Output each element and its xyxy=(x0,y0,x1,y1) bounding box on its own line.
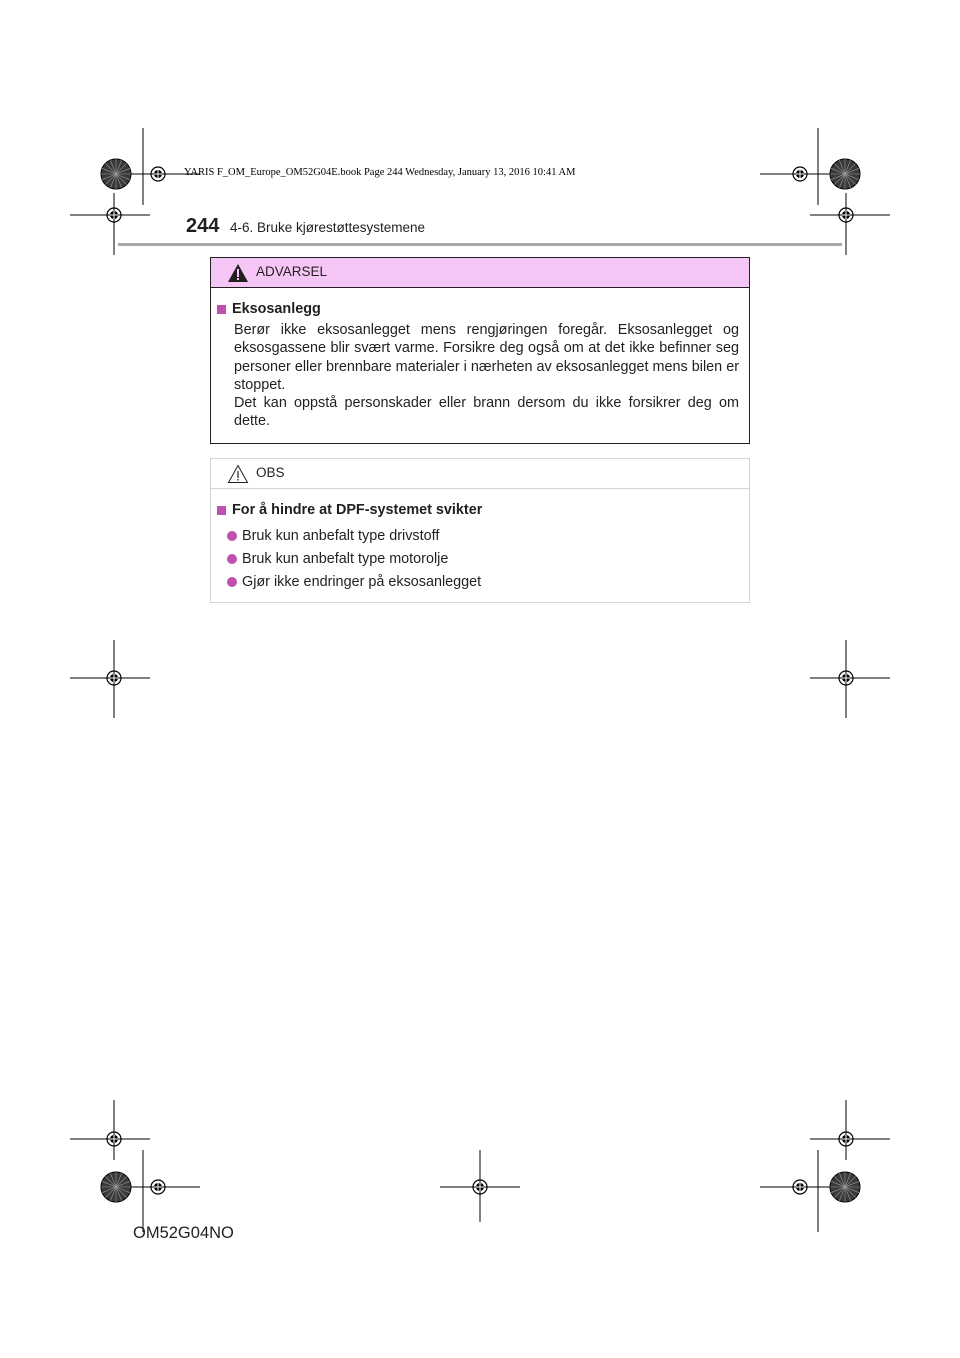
notice-body xyxy=(211,489,749,593)
circle-bullet-icon xyxy=(227,531,237,541)
footer-code: OM52G04NO xyxy=(133,1224,234,1242)
warning-paragraph: Berør ikke eksosanlegget mens rengjøringen foregår. Eksosanlegget og eksosgassene blir svært varme. Forsikre deg også om at det ikke befinner seg personer eller brennbare materialer i nærheten av eksosanlegget mens bilen er stoppet. xyxy=(234,322,739,393)
notice-header xyxy=(211,459,749,489)
square-bullet-icon xyxy=(217,506,226,515)
warning-item-title xyxy=(217,300,739,318)
square-bullet-icon xyxy=(217,305,226,314)
warning-box xyxy=(210,257,750,444)
circle-bullet-icon xyxy=(227,577,237,587)
warning-header xyxy=(211,258,749,288)
notice-bullet-list xyxy=(227,524,739,593)
book-info-line: YARIS F_OM_Europe_OM52G04E.book Page 244 Wednesday, January 13, 2016 10:41 AM xyxy=(184,167,576,178)
list-item-text: Gjør ikke endringer på eksosanlegget xyxy=(242,573,482,590)
page-number: 244 xyxy=(186,215,220,237)
notice-item-title xyxy=(217,501,739,519)
notice-label: OBS xyxy=(256,465,285,480)
list-item-text: Bruk kun anbefalt type drivstoff xyxy=(242,527,440,544)
header-rule xyxy=(118,243,842,246)
warning-triangle-filled-icon xyxy=(227,263,249,288)
list-item-text: Bruk kun anbefalt type motorolje xyxy=(242,550,449,567)
warning-paragraph: Det kan oppstå personskader eller brann dersom du ikke forsikrer deg om dette. xyxy=(234,395,739,430)
warning-item-title-text: Eksosanlegg xyxy=(232,301,321,317)
notice-box xyxy=(210,458,750,603)
warning-label: ADVARSEL xyxy=(256,264,328,279)
circle-bullet-icon xyxy=(227,554,237,564)
list-item xyxy=(227,524,739,547)
section-title: 4-6. Bruke kjørestøttesystemene xyxy=(230,220,426,235)
list-item xyxy=(227,547,739,570)
warning-body xyxy=(211,288,749,430)
warning-triangle-outline-icon xyxy=(227,464,249,489)
notice-item-title-text: For å hindre at DPF-systemet svikter xyxy=(232,502,483,518)
list-item xyxy=(227,570,739,593)
